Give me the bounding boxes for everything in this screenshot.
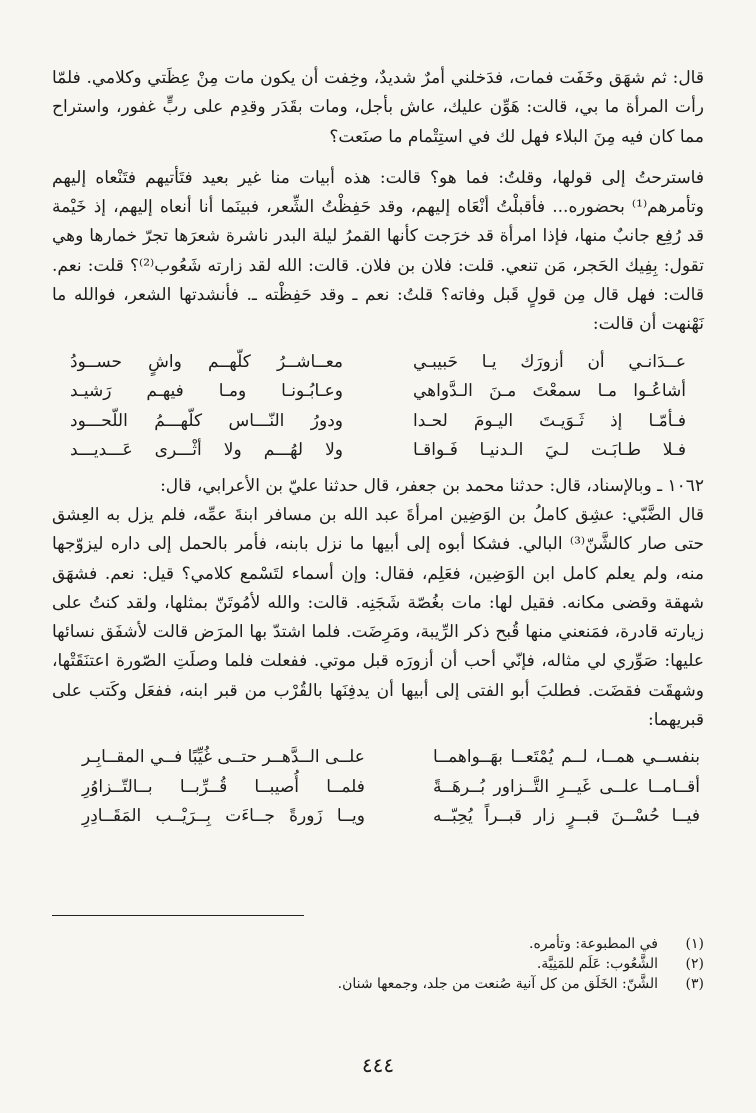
verse-first-half: بنفســي همــا، لــم يُمْتَعــا بهَــواهمــا (432, 747, 700, 768)
paragraph: قال الضَّبّي: عشِق كاملُ بن الوَضِين امرأةَ عبد الله بن مسافر ابنةَ عمِّه، فلم يزل به العِشق حتى صار كالشَّنّ⁽³⁾ البالي. فشكا أبوه إلى أبيها ما نزل بابنه، فأمر بالحمل إلى داره ليزوّجها منه، ولم يعلم كامل ابن الوَضِين، فعَلِم، فقال: وإن أسماء لتَسْمع كلامي؟ قيل: نعم. فشهَق شهقة وقضى مكانه. فقيل لها: مات بغُصّة شَجَنِه. قالت: والله لأمُوتَنّ بمثلها، ولقد كنتُ على زيارته قادرة، فمَنعني منها قُبح ذكر الرِّيبة، ومَرِضَت. فلما اشتدّ بها المرَض قالت لأشفَق نسائها عليها: صَوِّري لي مثاله، فإنّي أحب أن أزورَه قبل موتي. ففعلت فلما وصلَتِ الصّورة اعتنَقَتْها، وشهقَت فقضَت. فطلبَ أبو الفتى إلى أبيها أن يدفِنَها بالقُرْب من قبر ابنه، ففعَل وكَتب على قبريهما: (52, 504, 704, 731)
footnote (52, 974, 704, 994)
footnote-divider (52, 915, 304, 916)
page-number: ٤٤٤ (361, 1053, 395, 1077)
verse-second-half: معــاشــرُ كلّهــم واشٍ حســودُ (70, 351, 343, 372)
verse-first-half: فـلا طـابَـت لـيَ الـدنيـا فَـواقـا (413, 440, 686, 461)
footnote-number: (٣) (685, 976, 704, 992)
footnotes (52, 934, 704, 994)
footnote (52, 954, 704, 974)
footnote (52, 934, 704, 954)
poem-verses (52, 743, 704, 832)
footnote-text: في المطبوعة: وتأمره. (529, 936, 658, 952)
poem-verses (52, 348, 704, 466)
verse-first-half: أقــامــا علــى غَيــرِ التَّــزاور بُــرهَــةً (432, 776, 700, 797)
verse-first-half: أشاعُـوا مـا سمعْتَ مـنَ الـدَّواهي (413, 381, 686, 402)
verse-second-half: علــى الــدَّهــر حتــى غُيِّبًا فــي المقــابِـر (82, 747, 365, 768)
hadith-heading: ١٠٦٢ ـ وبالإسناد، قال: حدثنا محمد بن جعفر، قال حدثنا عليّ بن الأعرابي، قال: (160, 475, 704, 496)
footnote-text: الشَّعُوب: عَلَم للمَنِيَّة. (536, 956, 658, 972)
verse-second-half: ويــا زَورةً جــاءَت بِــرَيْــب المَقَــادِرِ (82, 806, 365, 827)
main-text (52, 64, 704, 838)
verse-second-half: ولا لهُـــم ولا أثْـــرى عَـــديـــد (70, 440, 343, 461)
verse-first-half: فيــا حُسْــنَ قبــرٍ زار قبــراً يُحِبّــه (432, 806, 700, 827)
verse-first-half: فـأمّـا إذ ثَـوَيـتَ اليـومَ لحـدا (413, 410, 686, 431)
verse-first-half: عــدَانـي أن أزورَك يـا حَبيبـي (413, 351, 686, 372)
verse-second-half: ودورُ النّـــاس كلّهـــمُ اللّحـــود (70, 410, 343, 431)
verse-second-half: فلمــا أُصيبــا قُــرِّبــا بــالتّــزاوُرِ (82, 776, 365, 797)
paragraph: قال: ثم شهَق وخَفَت فمات، فدَخلني أمرٌ شديدٌ، وخِفت أن يكون مات مِنْ عِظَتي وكلامي. فلمّا رأت المرأة ما بي، قالت: هَوِّن عليك، عاش بأجل، ومات بقَدَر وقدِم على ربٍّ غفور، واستراح مما كان فيه مِنَ البلاء فهل لك في استِتْمام ما صنَعت؟ (52, 68, 704, 147)
verse-second-half: وعـابُـونـا ومـا فيهـم رَشيـد (70, 381, 343, 402)
paragraph: فاسترحتُ إلى قولها، وقلتُ: فما هو؟ قالت: هذه أبيات منا غير بعيد فتَأتيهم فتَنْعاه إليهم وتأمرهم⁽¹⁾ بحضوره... فأقبلْتُ أنْعَاه إليهم، وقد حَفِظْتُ الشِّعر، فبينَما أنا أنعاه إليهم، إذ خَيْمة قد رُفِع جانبٌ منها، فإذا امرأة قد خرَجت كأنها القمرُ ليلة البدر ناشرة شعرَها تجرّ خمارها وهي تقول: بِفِيك الحَجر، مَن تنعي. قلت: فلان بن فلان. قالت: الله لقد زارته شَعُوب⁽²⁾؟ قلت: نعم. قالت: فهل قال مِن قولٍ قَبل وفاته؟ قلتُ: نعم ـ وقد حَفِظْته ـ. فأنشدتها الشعر، فوالله ما نَهْنهت أن قالت: (52, 167, 704, 335)
footnote-number: (٢) (685, 956, 704, 972)
footnote-number: (١) (685, 936, 704, 952)
footnote-text: الشَّنّ: الخَلَق من كل آنية صُنعت من جلد، وجمعها شنان. (337, 976, 658, 992)
